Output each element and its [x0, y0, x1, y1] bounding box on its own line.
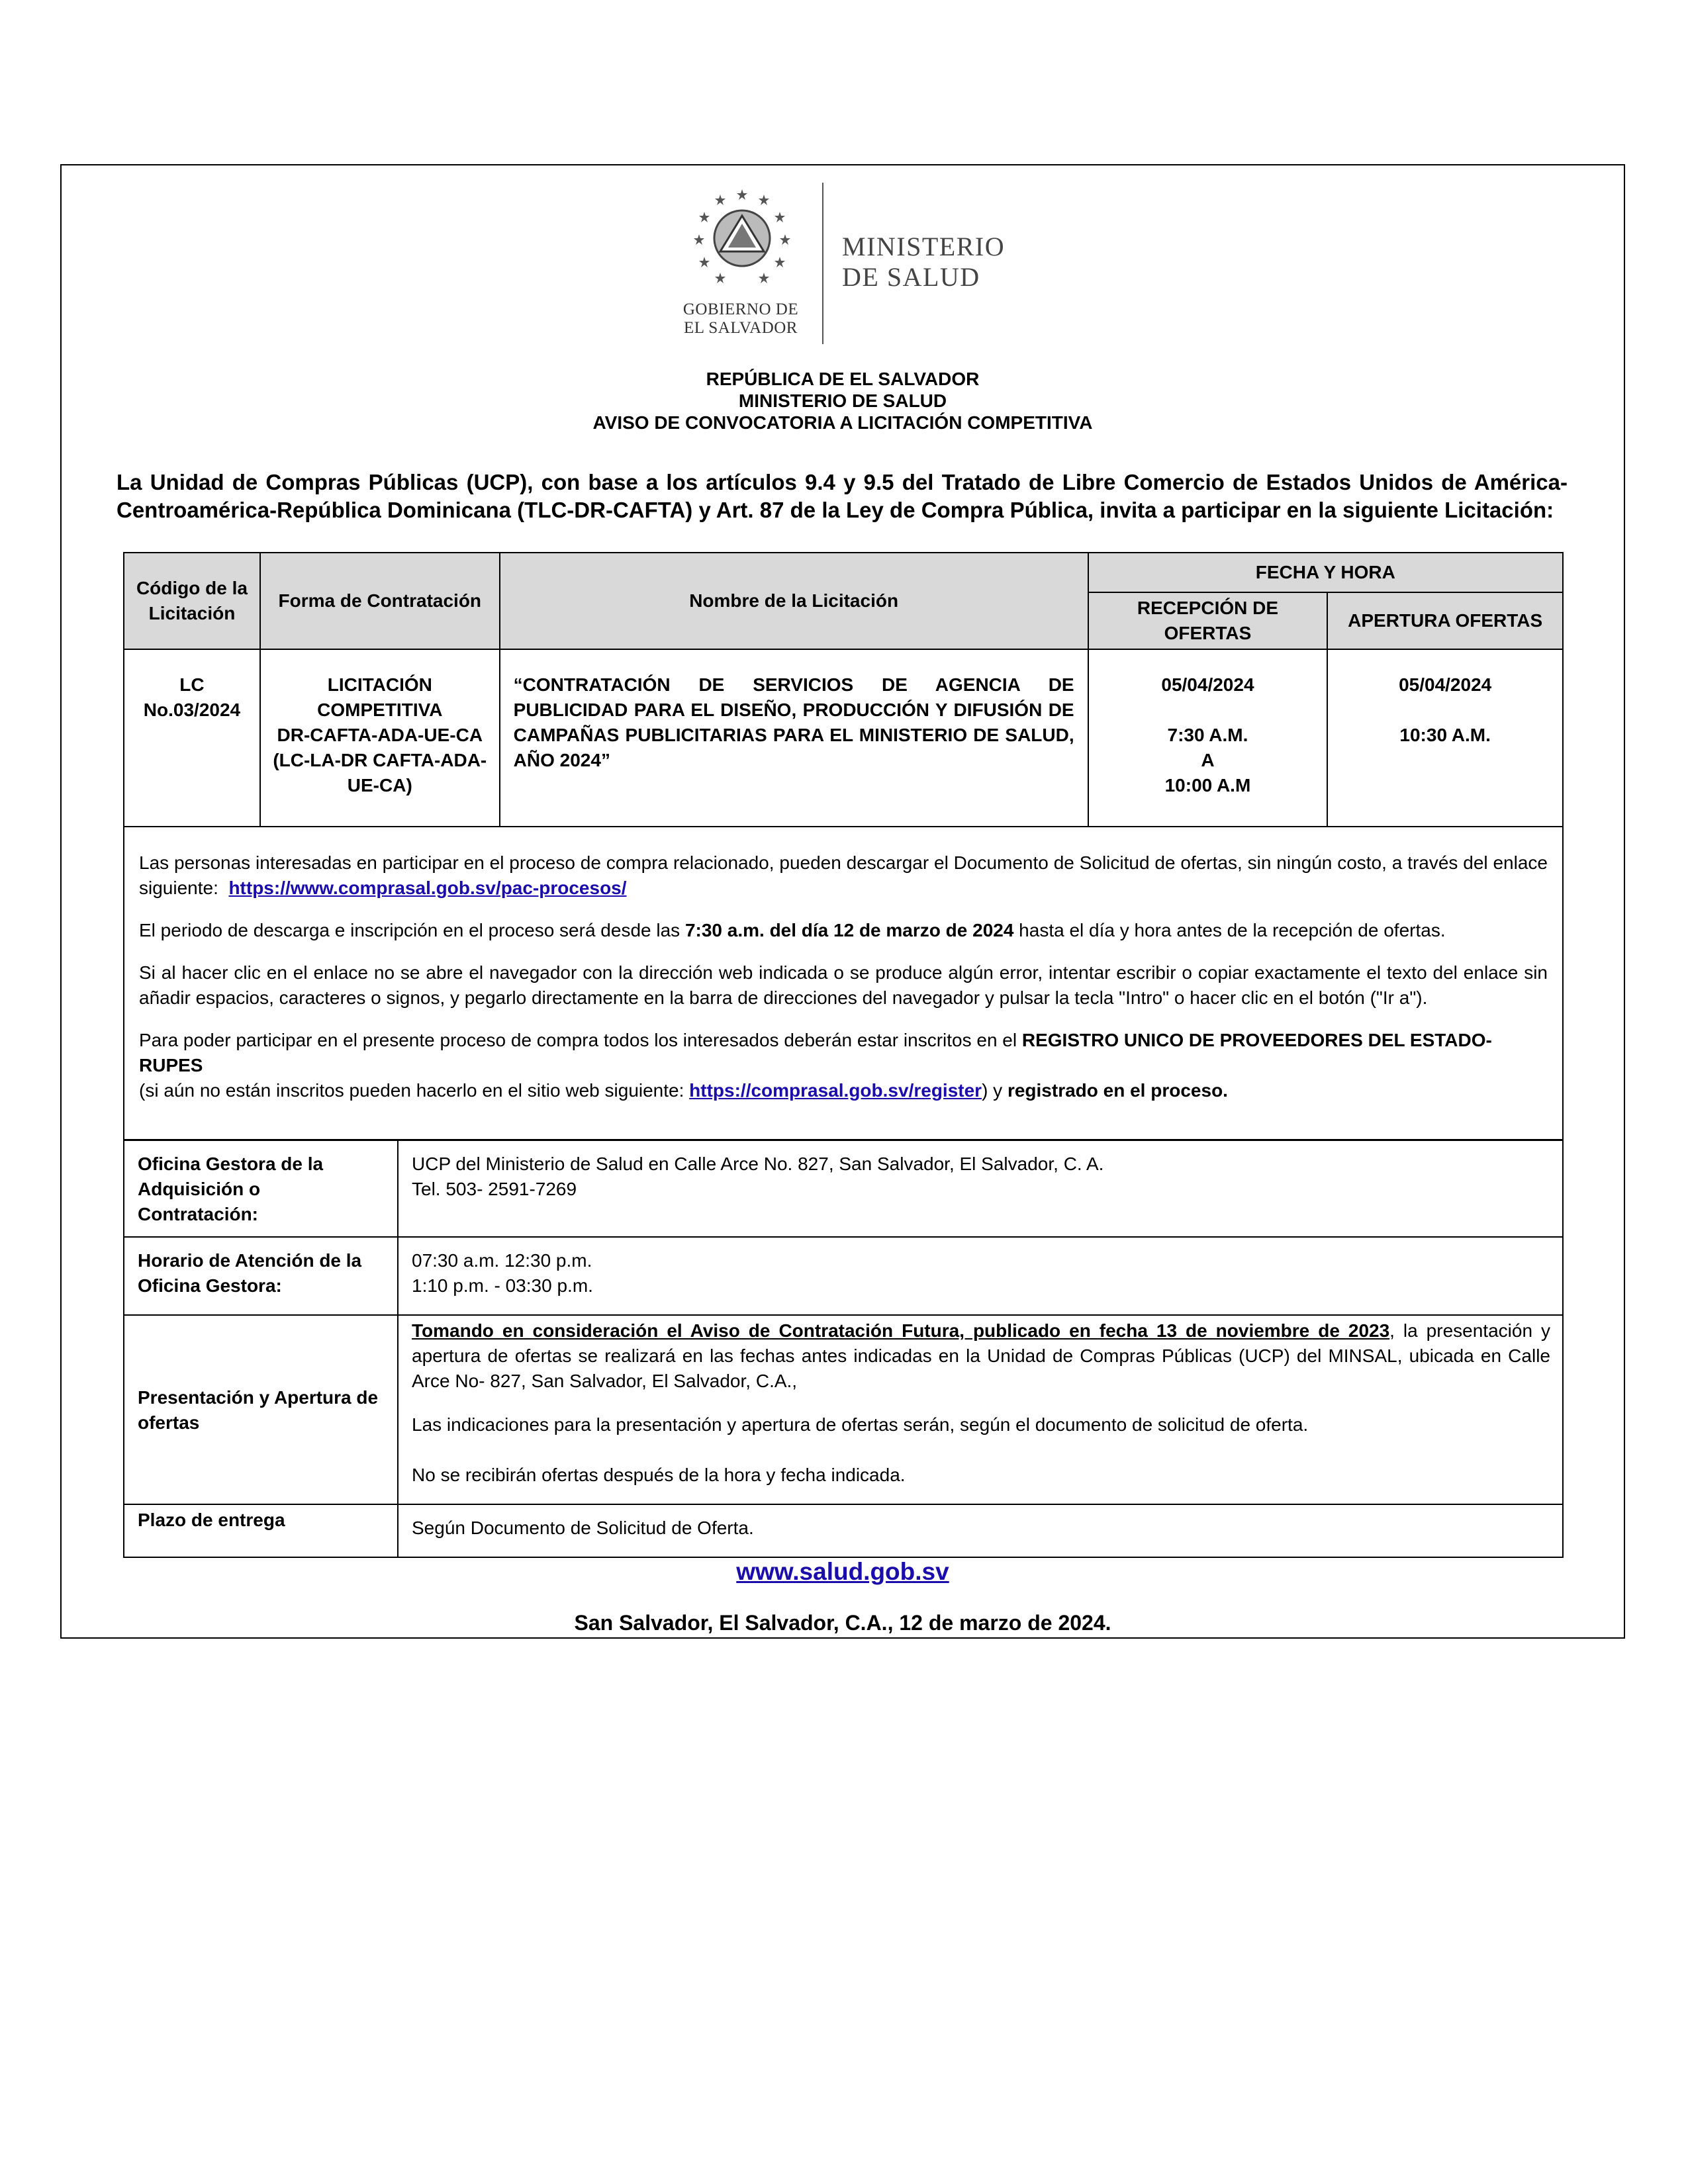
recepcion-a: A [1201, 750, 1215, 770]
info-p2-a: El periodo de descarga e inscripción en el proceso será desde las [139, 920, 685, 940]
ministry-line-2: DE SALUD [842, 262, 980, 292]
cell-nombre: “CONTRATACIÓN DE SERVICIOS DE AGENCIA DE PUBLICIDAD PARA EL DISEÑO, PRODUCCIÓN Y DIFUSIÓN DE CAMPAÑAS PUBLICITARIAS PARA EL MINISTERIO DE SALUD, AÑO 2024” [500, 649, 1088, 827]
header-recepcion: RECEPCIÓN DE OFERTAS [1088, 592, 1328, 649]
info-p2-date: 7:30 a.m. del día 12 de marzo de 2024 [684, 920, 1014, 940]
government-name [669, 300, 813, 338]
footer-date: San Salvador, El Salvador, C.A., 12 de marzo de 2024. [574, 1611, 1111, 1635]
table-row [124, 1140, 1563, 1237]
details-table [123, 1140, 1564, 1558]
presentacion-value [398, 1315, 1563, 1504]
table-row [124, 1504, 1563, 1557]
info-p4-d: ) y [982, 1080, 1008, 1101]
info-paragraph-4 [139, 1028, 1548, 1103]
info-p4-a: Para poder participar en el presente proceso de compra todos los interesados deberán estar inscritos en el [139, 1030, 1022, 1050]
logo-divider [822, 183, 823, 344]
header-codigo: Código de la Licitación [124, 553, 260, 649]
info-paragraph-3: Si al hacer clic en el enlace no se abre el navegador con la dirección web indicada o se produce algún error, intentar escribir o copiar exactamente el texto del enlace sin añadir espacios, caracteres o signos, y pegarlo directamente en la barra de direcciones del navegador y pulsar la tecla "Intro" o hacer clic en el botón ("Ir a"). [139, 962, 1548, 1008]
header-nombre: Nombre de la Licitación [500, 553, 1088, 649]
oficina-label: Oficina Gestora de la Adquisición o Contratación: [124, 1140, 398, 1237]
intro-paragraph: La Unidad de Compras Públicas (UCP), con base a los artículos 9.4 y 9.5 del Tratado de Libre Comercio de Estados Unidos de América-Centroamérica-República Dominicana (TLC-DR-CAFTA) y Art. 87 de la Ley de Compra Pública, invita a participar en la siguiente Licitación: [117, 470, 1568, 522]
header-forma: Forma de Contratación [260, 553, 500, 649]
table-row [124, 1315, 1563, 1504]
recepcion-hora-inicio: 7:30 A.M. [1167, 725, 1248, 745]
table-row [124, 1237, 1563, 1315]
title-line-1: REPÚBLICA DE EL SALVADOR [706, 369, 980, 389]
presentacion-p1 [412, 1318, 1550, 1394]
horario-label: Horario de Atención de la Oficina Gestora: [124, 1237, 398, 1315]
rupes-registry: REGISTRO UNICO DE PROVEEDORES DEL ESTADO-RUPES [139, 1030, 1492, 1075]
presentacion-p2: Las indicaciones para la presentación y apertura de ofertas serán, según el documento de solicitud de oferta. [412, 1414, 1309, 1435]
presentacion-p3: No se recibirán ofertas después de la hora y fecha indicada. [412, 1465, 906, 1485]
horario-morning: 07:30 a.m. 12:30 p.m. [412, 1250, 592, 1271]
website-link[interactable]: www.salud.gob.sv [736, 1558, 949, 1585]
cell-recepcion [1088, 649, 1328, 827]
info-p2-c: hasta el día y hora antes de la recepción de ofertas. [1013, 920, 1446, 940]
ministry-logo [669, 177, 1039, 349]
oficina-phone: Tel. 503- 2591-7269 [412, 1179, 577, 1199]
tender-table [123, 552, 1564, 827]
plazo-label: Plazo de entrega [124, 1504, 398, 1557]
horario-value [398, 1237, 1563, 1315]
document-title [60, 368, 1625, 433]
horario-afternoon: 1:10 p.m. - 03:30 p.m. [412, 1275, 593, 1296]
comprasal-procesos-link[interactable]: https://www.comprasal.gob.sv/pac-procesos/ [228, 878, 627, 898]
oficina-value [398, 1140, 1563, 1237]
presentacion-rest: , la presentación y apertura de ofertas se realizará en las fechas antes indicadas en la Unidad de Compras Públicas (UCP) del MINSAL, ubicada en Calle Arce No- 827, San Salvador, El Salvador, C.A., [412, 1320, 1550, 1391]
cell-forma [260, 649, 500, 827]
info-p4-c: (si aún no están inscritos pueden hacerlo en el sitio web siguiente: [139, 1080, 690, 1101]
website-line [60, 1558, 1625, 1586]
forma-line-2: DR-CAFTA-ADA-UE-CA [277, 725, 483, 745]
title-line-2: MINISTERIO DE SALUD [738, 390, 947, 411]
cell-codigo: LC No.03/2024 [124, 649, 260, 827]
info-section [123, 827, 1564, 1140]
table-row [124, 649, 1563, 827]
el-salvador-coat-of-arms-icon [692, 188, 792, 294]
plazo-value: Según Documento de Solicitud de Oferta. [398, 1504, 1563, 1557]
info-paragraph-2 [139, 918, 1548, 943]
presentacion-underlined: Tomando en consideración el Aviso de Contratación Futura, publicado en fecha 13 de noviembre de 2023 [412, 1320, 1390, 1341]
ministry-name [842, 232, 1005, 293]
forma-line-3: (LC-LA-DR CAFTA-ADA-UE-CA) [273, 750, 487, 796]
info-p1-text: Las personas interesadas en participar en el proceso de compra relacionado, pueden descargar el Documento de Solicitud de ofertas, sin ningún costo, a través del enlace siguiente: [139, 852, 1548, 898]
info-paragraph-1 [139, 850, 1548, 901]
ministry-line-1: MINISTERIO [842, 232, 1006, 261]
apertura-fecha: 05/04/2024 [1399, 674, 1492, 695]
recepcion-fecha: 05/04/2024 [1161, 674, 1254, 695]
info-p4-f: . [1223, 1080, 1228, 1101]
apertura-hora: 10:30 A.M. [1399, 725, 1491, 745]
forma-line-1: LICITACIÓN COMPETITIVA [317, 674, 443, 720]
oficina-address: UCP del Ministerio de Salud en Calle Arce No. 827, San Salvador, El Salvador, C. A. [412, 1154, 1104, 1174]
header-apertura: APERTURA OFERTAS [1327, 592, 1563, 649]
comprasal-register-link[interactable]: https://comprasal.gob.sv/register [689, 1080, 982, 1101]
header-fecha-hora: FECHA Y HORA [1088, 553, 1563, 592]
title-line-3: AVISO DE CONVOCATORIA A LICITACIÓN COMPETITIVA [592, 412, 1093, 433]
gov-line-1: GOBIERNO DE [682, 300, 799, 318]
cell-apertura [1327, 649, 1563, 827]
recepcion-hora-fin: 10:00 A.M [1164, 775, 1251, 796]
info-p4-e: registrado en el proceso [1007, 1080, 1223, 1101]
presentacion-label: Presentación y Apertura de ofertas [124, 1315, 398, 1504]
gov-line-2: EL SALVADOR [684, 319, 798, 337]
